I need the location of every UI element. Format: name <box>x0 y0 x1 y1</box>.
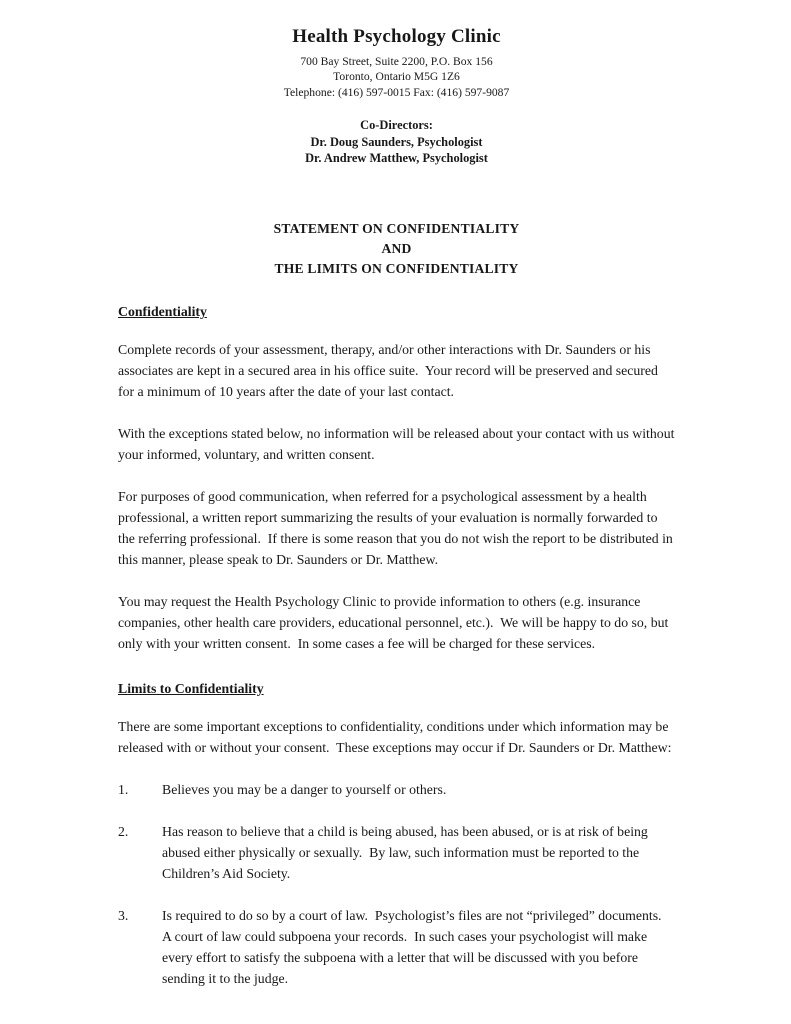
list-item <box>118 822 675 885</box>
codirectors-block <box>118 117 675 167</box>
codirector-2: Dr. Andrew Matthew, Psychologist <box>305 151 488 166</box>
clinic-address-city: Toronto, Ontario M5G 1Z6 <box>333 70 460 84</box>
clinic-header <box>118 26 675 167</box>
list-item <box>118 780 675 801</box>
limits-numbered-list <box>118 780 675 990</box>
list-item-number: 1. <box>118 781 129 797</box>
confidentiality-paragraph: For purposes of good communication, when referred for a psychological assessment by a health professional, a written report summarizing the results of your evaluation is normally forwarded to the referring professional. If there is some reason that you do not wish the report to be distributed in this manner, please speak to Dr. Saunders or Dr. Matthew. <box>118 489 677 567</box>
clinic-address-street: 700 Bay Street, Suite 2200, P.O. Box 156 <box>300 55 493 68</box>
codirectors-label: Co-Directors: <box>360 117 433 132</box>
list-item-number: 2. <box>118 823 129 839</box>
list-item <box>118 906 675 990</box>
codirector-1: Dr. Doug Saunders, Psychologist <box>310 134 483 149</box>
list-item-text: Has reason to believe that a child is being abused, has been abused, or is at risk of being abused either physically or sexually. By law, such information must be reported to the Children’s Aid Society. <box>162 823 652 881</box>
list-item-text: Is required to do so by a court of law. Psychologist’s files are not “privileged” documents. A court of law could subpoena your records. In such cases your psychologist will make every effort to satisfy the subpoena with a letter that will be discussed with you before sending it to the judge. <box>162 907 668 986</box>
limits-heading: Limits to Confidentiality <box>118 680 264 696</box>
confidentiality-paragraph: You may request the Health Psychology Clinic to provide information to others (e.g. insurance companies, other health care providers, educational personnel, etc.). We will be happy to do so, but only with your written consent. In some cases a fee will be charged for these services. <box>118 593 672 651</box>
confidentiality-paragraph: Complete records of your assessment, therapy, and/or other interactions with Dr. Saunders or his associates are kept in a secured area in his office suite. Your record will be preserved and secured for a minimum of 10 years after the date of your last contact. <box>118 342 662 400</box>
document-title-line-3: THE LIMITS ON CONFIDENTIALITY <box>274 260 519 276</box>
confidentiality-paragraph: With the exceptions stated below, no information will be released about your contact with us without your informed, voluntary, and written consent. <box>118 426 678 463</box>
clinic-name: Health Psychology Clinic <box>292 26 501 47</box>
document-title-line-2: AND <box>381 240 412 256</box>
list-item-text: Believes you may be a danger to yourself or others. <box>162 781 447 797</box>
clinic-phone-fax: Telephone: (416) 597-0015 Fax: (416) 597-9087 <box>283 85 510 99</box>
confidentiality-section <box>118 340 678 655</box>
list-item-number: 3. <box>118 907 129 923</box>
limits-section <box>118 717 675 759</box>
document-title <box>118 219 675 278</box>
confidentiality-heading: Confidentiality <box>118 304 207 320</box>
document-title-line-1: STATEMENT ON CONFIDENTIALITY <box>273 221 520 237</box>
limits-intro-paragraph: There are some important exceptions to confidentiality, conditions under which information may be released with or without your consent. These exceptions may occur if Dr. Saunders or Dr. Matthew: <box>118 718 672 755</box>
